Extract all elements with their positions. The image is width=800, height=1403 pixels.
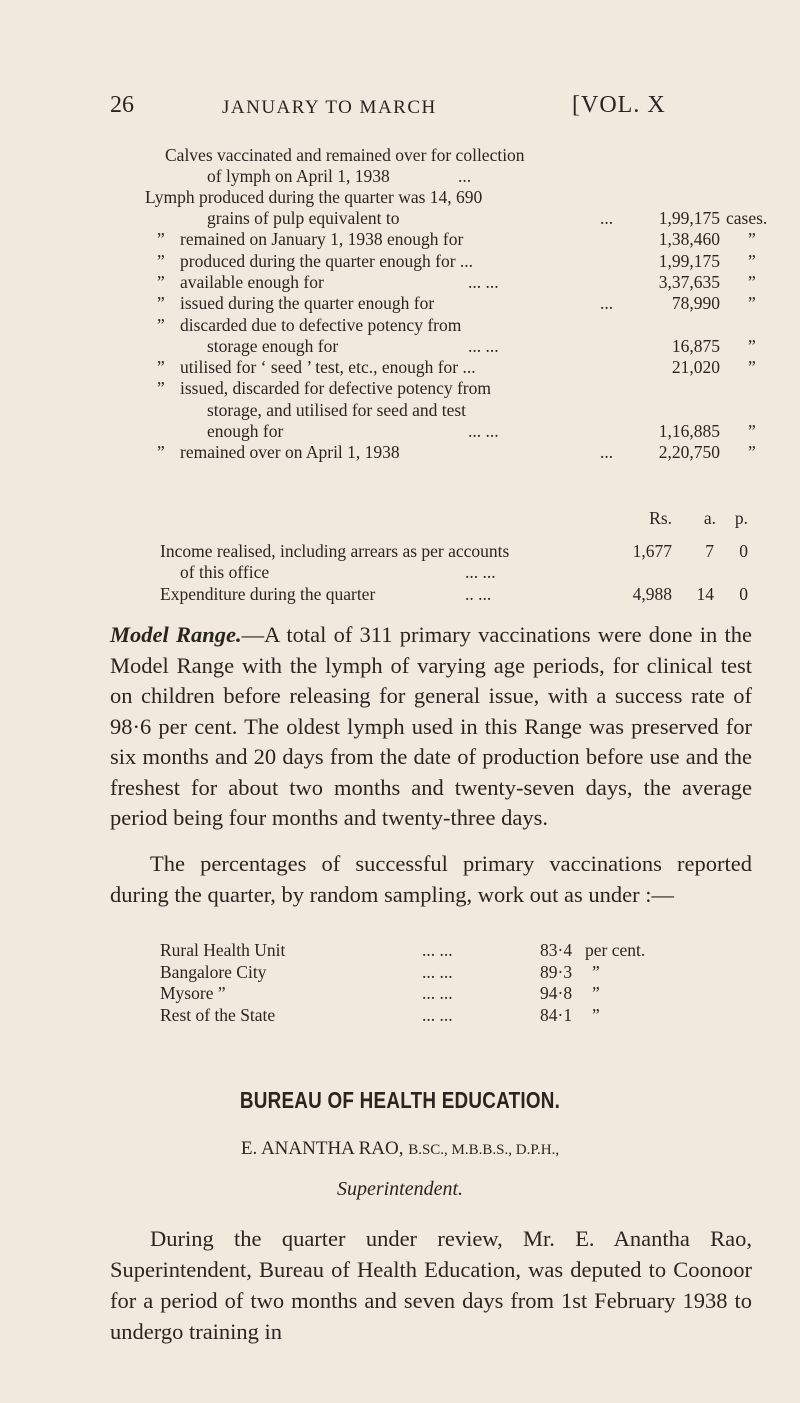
model-range-heading: Model Range.: [110, 622, 242, 647]
income-row: [0, 541, 800, 563]
row-unit: ”: [748, 442, 756, 463]
row-unit: ”: [748, 357, 756, 378]
row-dots: ... ...: [468, 421, 499, 441]
bureau-officer: [0, 1138, 800, 1160]
row-value: 21,020: [671, 357, 720, 378]
lymph-row: [0, 208, 800, 230]
ditto-mark: ”: [157, 357, 165, 378]
volume-label: [VOL. X: [572, 92, 666, 118]
row-label: storage, and utilised for seed and test: [207, 399, 467, 420]
row-dots: ... ...: [422, 983, 453, 1003]
col-a: a.: [703, 508, 716, 528]
col-rs: Rs.: [649, 508, 672, 528]
percent-value: 94·8: [540, 983, 573, 1003]
lymph-row: [0, 421, 800, 443]
row-unit: ”: [748, 421, 756, 441]
expenditure-dots: .. ...: [465, 584, 492, 604]
row-label: storage enough for: [207, 335, 339, 356]
percent-unit: per cent.: [585, 940, 646, 960]
row-label: utilised for ‘ seed ’ test, etc., enough for ...: [180, 357, 476, 378]
percent-value: 84·1: [540, 1004, 573, 1025]
income-label-2: of this office: [180, 562, 270, 582]
row-label: remained over on April 1, 1938: [180, 442, 400, 463]
running-title: JANUARY TO MARCH: [222, 97, 437, 118]
expenditure-rs: 4,988: [632, 584, 672, 604]
model-range-paragraph: [110, 620, 752, 834]
row-dots: ... ...: [422, 961, 453, 982]
row-label: remained on January 1, 1938 enough for: [180, 229, 464, 250]
percent-unit: ”: [592, 983, 600, 1003]
percent-value: 83·4: [540, 940, 573, 960]
calves-dots: ...: [458, 166, 472, 186]
income-dots: ... ...: [465, 562, 496, 582]
ditto-mark: ”: [157, 314, 165, 335]
income-row-2: [0, 562, 800, 584]
officer-name: E. ANANTHA RAO,: [240, 1138, 404, 1159]
bureau-heading: BUREAU OF HEALTH EDUCATION.: [239, 1087, 561, 1113]
region-label: Bangalore City: [160, 961, 267, 982]
lymph-row: [0, 293, 800, 315]
row-unit: ”: [748, 271, 756, 292]
row-dots: ...: [600, 442, 614, 463]
row-unit: ”: [748, 250, 756, 271]
row-unit: cases.: [726, 208, 768, 228]
percent-unit: ”: [592, 1004, 600, 1025]
ditto-mark: ”: [157, 250, 165, 271]
ditto-mark: ”: [157, 378, 165, 399]
income-a: 7: [705, 541, 714, 561]
lymph-line-1: Lymph produced during the quarter was 14, 690: [145, 187, 483, 207]
row-dots: ...: [600, 293, 614, 314]
row-unit: ”: [748, 293, 756, 314]
lymph-row: [0, 251, 800, 273]
income-label: Income realised, including arrears as per accounts: [160, 541, 510, 561]
lymph-row: [0, 442, 800, 464]
row-value: 1,99,175: [658, 208, 720, 228]
row-value: 1,16,885: [658, 421, 720, 441]
lymph-row: [0, 336, 800, 358]
col-p: p.: [734, 508, 748, 528]
lymph-row: [0, 378, 800, 400]
page-number: 26: [110, 92, 134, 118]
ditto-mark: ”: [157, 442, 165, 463]
row-unit: ”: [748, 229, 756, 250]
lymph-row: [0, 315, 800, 337]
expenditure-p: 0: [739, 584, 748, 604]
row-unit: ”: [748, 335, 756, 356]
percentage-row: [0, 983, 800, 1005]
percentage-row: [0, 940, 800, 962]
row-label: issued, discarded for defective potency from: [180, 378, 491, 399]
row-value: 1,99,175: [658, 250, 720, 271]
lymph-row: [0, 272, 800, 294]
row-dots: ... ...: [468, 335, 499, 356]
percentage-row: [0, 1005, 800, 1027]
row-dots: ...: [600, 208, 614, 228]
lymph-row: [0, 229, 800, 251]
model-range-text: —A total of 311 primary vaccinations were done in the Model Range with the lymph of varying age periods, for clinical test on children before releasing for general issue, with a success rate of 98·6 per cent. The oldest lymph used in this Range was preserved for six months and 20 days from the date of production before use and the freshest for about two months and twenty-seven days, the average period being four months and twenty-three days.: [110, 622, 752, 830]
region-label: Rest of the State: [160, 1004, 276, 1025]
row-value: 1,38,460: [658, 229, 720, 250]
percent-unit: ”: [592, 961, 600, 982]
income-rs: 1,677: [632, 541, 672, 561]
region-label: Rural Health Unit: [160, 940, 286, 960]
row-value: 2,20,750: [658, 442, 720, 463]
row-label: enough for: [207, 421, 284, 441]
row-label: discarded due to defective potency from: [180, 314, 462, 335]
row-label: available enough for: [180, 271, 324, 292]
row-label: grains of pulp equivalent to: [207, 208, 400, 228]
ditto-mark: ”: [157, 229, 165, 250]
lymph-row: [0, 400, 800, 422]
calves-line-2: of lymph on April 1, 1938: [207, 166, 390, 186]
row-value: 16,875: [671, 335, 720, 356]
row-label: issued during the quarter enough for: [180, 293, 435, 314]
percent-value: 89·3: [540, 961, 573, 982]
lymph-row: [0, 357, 800, 379]
calves-line-1: Calves vaccinated and remained over for collection: [165, 145, 525, 165]
accounts-header: [0, 508, 800, 530]
officer-title: Superintendent.: [336, 1178, 464, 1200]
expenditure-label: Expenditure during the quarter: [160, 584, 376, 604]
bureau-paragraph: During the quarter under review, Mr. E. Anantha Rao, Superintendent, Bureau of Health Education, was deputed to Coonoor for a period of two months and seven days from 1st February 1938 to undergo training in: [110, 1226, 752, 1344]
row-label: produced during the quarter enough for ...: [180, 250, 474, 271]
row-value: 3,37,635: [658, 271, 720, 292]
ditto-mark: ”: [157, 293, 165, 314]
ditto-mark: ”: [157, 271, 165, 292]
region-label: Mysore ”: [160, 983, 226, 1003]
row-value: 78,990: [671, 293, 720, 314]
expenditure-a: 14: [696, 584, 714, 604]
row-dots: ... ...: [422, 940, 453, 960]
row-dots: ... ...: [468, 271, 499, 292]
expenditure-row: [0, 584, 800, 606]
row-dots: ... ...: [422, 1004, 453, 1025]
percentage-row: [0, 962, 800, 984]
percentages-intro: The percentages of successful primary vaccinations reported during the quarter, by random sampling, work out as under :—: [110, 851, 752, 907]
income-p: 0: [739, 541, 748, 561]
officer-degrees: B.SC., M.B.B.S., D.P.H.,: [408, 1142, 560, 1158]
